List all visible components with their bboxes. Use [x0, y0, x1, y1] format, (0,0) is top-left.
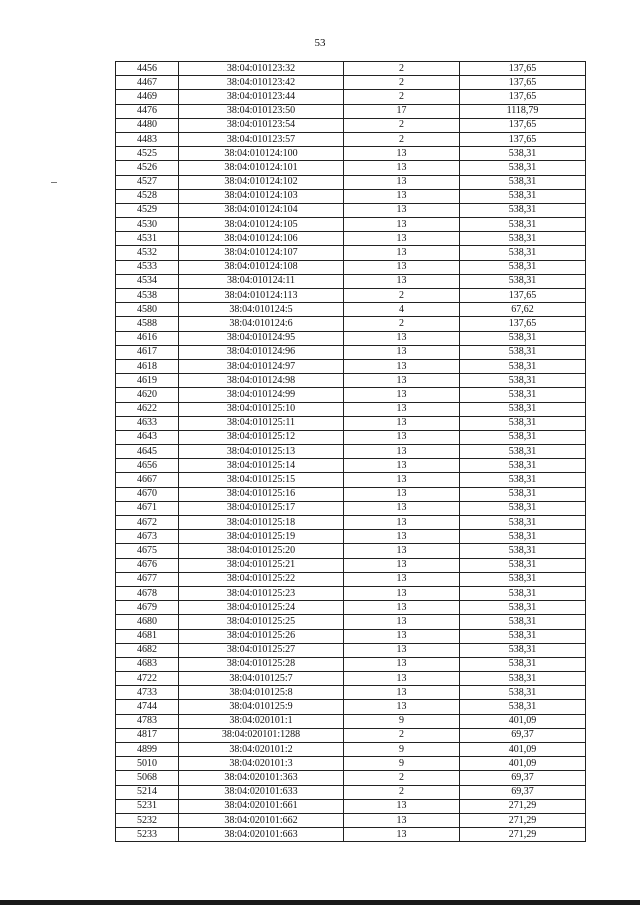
amount-cell: 137,65 — [460, 317, 586, 331]
count-cell: 13 — [344, 672, 460, 686]
count-cell: 13 — [344, 601, 460, 615]
count-cell: 2 — [344, 132, 460, 146]
table-row — [116, 345, 586, 359]
count-cell: 13 — [344, 657, 460, 671]
table-row — [116, 430, 586, 444]
table-row — [116, 76, 586, 90]
cadastral-number-cell: 38:04:010123:32 — [179, 62, 344, 76]
table-row — [116, 161, 586, 175]
record-number-cell: 4476 — [116, 104, 179, 118]
table-row — [116, 785, 586, 799]
amount-cell: 538,31 — [460, 516, 586, 530]
record-number-cell: 4673 — [116, 530, 179, 544]
count-cell: 13 — [344, 516, 460, 530]
cadastral-number-cell: 38:04:010125:23 — [179, 586, 344, 600]
cadastral-number-cell: 38:04:010124:97 — [179, 359, 344, 373]
amount-cell: 137,65 — [460, 62, 586, 76]
amount-cell: 538,31 — [460, 615, 586, 629]
table-row — [116, 331, 586, 345]
count-cell: 13 — [344, 260, 460, 274]
table-row — [116, 104, 586, 118]
amount-cell: 538,31 — [460, 586, 586, 600]
record-number-cell: 4617 — [116, 345, 179, 359]
count-cell: 2 — [344, 118, 460, 132]
count-cell: 13 — [344, 246, 460, 260]
record-number-cell: 5214 — [116, 785, 179, 799]
record-number-cell: 4672 — [116, 516, 179, 530]
table-row — [116, 289, 586, 303]
record-number-cell: 4670 — [116, 487, 179, 501]
cadastral-number-cell: 38:04:010125:9 — [179, 700, 344, 714]
count-cell: 13 — [344, 345, 460, 359]
count-cell: 13 — [344, 473, 460, 487]
record-number-cell: 4722 — [116, 672, 179, 686]
count-cell: 13 — [344, 572, 460, 586]
table-row — [116, 714, 586, 728]
record-number-cell: 4676 — [116, 558, 179, 572]
cadastral-number-cell: 38:04:010123:57 — [179, 132, 344, 146]
table-row — [116, 90, 586, 104]
amount-cell: 538,31 — [460, 445, 586, 459]
record-number-cell: 4533 — [116, 260, 179, 274]
page-number: 53 — [314, 37, 326, 49]
amount-cell: 69,37 — [460, 785, 586, 799]
count-cell: 13 — [344, 331, 460, 345]
record-number-cell: 4744 — [116, 700, 179, 714]
amount-cell: 538,31 — [460, 544, 586, 558]
amount-cell: 538,31 — [460, 218, 586, 232]
amount-cell: 538,31 — [460, 572, 586, 586]
amount-cell: 137,65 — [460, 132, 586, 146]
cadastral-number-cell: 38:04:010125:18 — [179, 516, 344, 530]
table-body — [116, 62, 586, 842]
table-row — [116, 530, 586, 544]
cadastral-number-cell: 38:04:010125:24 — [179, 601, 344, 615]
count-cell: 13 — [344, 558, 460, 572]
amount-cell: 401,09 — [460, 743, 586, 757]
record-number-cell: 4530 — [116, 218, 179, 232]
record-number-cell: 4588 — [116, 317, 179, 331]
record-number-cell: 4620 — [116, 388, 179, 402]
count-cell: 13 — [344, 828, 460, 842]
cadastral-number-cell: 38:04:020101:663 — [179, 828, 344, 842]
table-row — [116, 728, 586, 742]
cadastral-number-cell: 38:04:020101:661 — [179, 799, 344, 813]
record-number-cell: 4681 — [116, 629, 179, 643]
table-row — [116, 232, 586, 246]
record-number-cell: 5233 — [116, 828, 179, 842]
record-number-cell: 4667 — [116, 473, 179, 487]
count-cell: 2 — [344, 90, 460, 104]
count-cell: 9 — [344, 757, 460, 771]
amount-cell: 67,62 — [460, 303, 586, 317]
record-number-cell: 4469 — [116, 90, 179, 104]
count-cell: 13 — [344, 700, 460, 714]
cadastral-number-cell: 38:04:010125:26 — [179, 629, 344, 643]
table-row — [116, 246, 586, 260]
count-cell: 17 — [344, 104, 460, 118]
table-row — [116, 459, 586, 473]
amount-cell: 538,31 — [460, 473, 586, 487]
amount-cell: 538,31 — [460, 629, 586, 643]
amount-cell: 538,31 — [460, 459, 586, 473]
amount-cell: 137,65 — [460, 76, 586, 90]
count-cell: 13 — [344, 530, 460, 544]
cadastral-number-cell: 38:04:010124:103 — [179, 189, 344, 203]
table-row — [116, 828, 586, 842]
table-row — [116, 615, 586, 629]
amount-cell: 69,37 — [460, 728, 586, 742]
cadastral-number-cell: 38:04:010125:7 — [179, 672, 344, 686]
record-number-cell: 4677 — [116, 572, 179, 586]
table-row — [116, 473, 586, 487]
cadastral-number-cell: 38:04:010124:113 — [179, 289, 344, 303]
record-number-cell: 4899 — [116, 743, 179, 757]
table-row — [116, 757, 586, 771]
count-cell: 13 — [344, 629, 460, 643]
count-cell: 13 — [344, 615, 460, 629]
table-row — [116, 274, 586, 288]
record-number-cell: 5068 — [116, 771, 179, 785]
cadastral-number-cell: 38:04:010124:100 — [179, 147, 344, 161]
amount-cell: 538,31 — [460, 686, 586, 700]
cadastral-number-cell: 38:04:010124:5 — [179, 303, 344, 317]
record-number-cell: 4683 — [116, 657, 179, 671]
cadastral-number-cell: 38:04:010124:101 — [179, 161, 344, 175]
cadastral-number-cell: 38:04:020101:1288 — [179, 728, 344, 742]
record-number-cell: 4525 — [116, 147, 179, 161]
count-cell: 13 — [344, 416, 460, 430]
cadastral-number-cell: 38:04:010124:102 — [179, 175, 344, 189]
record-number-cell: 4682 — [116, 643, 179, 657]
amount-cell: 538,31 — [460, 203, 586, 217]
cadastral-number-cell: 38:04:010124:99 — [179, 388, 344, 402]
table-row — [116, 416, 586, 430]
count-cell: 13 — [344, 487, 460, 501]
table-row — [116, 586, 586, 600]
amount-cell: 538,31 — [460, 161, 586, 175]
record-number-cell: 4616 — [116, 331, 179, 345]
cadastral-number-cell: 38:04:010125:11 — [179, 416, 344, 430]
count-cell: 13 — [344, 544, 460, 558]
cadastral-number-cell: 38:04:020101:662 — [179, 813, 344, 827]
cadastral-number-cell: 38:04:010125:15 — [179, 473, 344, 487]
record-number-cell: 4675 — [116, 544, 179, 558]
table-row — [116, 657, 586, 671]
record-number-cell: 4733 — [116, 686, 179, 700]
cadastral-number-cell: 38:04:010125:27 — [179, 643, 344, 657]
record-number-cell: 4529 — [116, 203, 179, 217]
count-cell: 13 — [344, 686, 460, 700]
record-number-cell: 5232 — [116, 813, 179, 827]
table-row — [116, 516, 586, 530]
table-row — [116, 118, 586, 132]
amount-cell: 401,09 — [460, 714, 586, 728]
scan-margin-mark — [51, 182, 57, 183]
cadastral-number-cell: 38:04:010124:108 — [179, 260, 344, 274]
record-number-cell: 4483 — [116, 132, 179, 146]
count-cell: 2 — [344, 62, 460, 76]
cadastral-number-cell: 38:04:010125:8 — [179, 686, 344, 700]
amount-cell: 538,31 — [460, 147, 586, 161]
amount-cell: 538,31 — [460, 388, 586, 402]
cadastral-number-cell: 38:04:010124:96 — [179, 345, 344, 359]
record-number-cell: 4527 — [116, 175, 179, 189]
table-row — [116, 189, 586, 203]
record-number-cell: 4633 — [116, 416, 179, 430]
table-row — [116, 771, 586, 785]
table-row — [116, 402, 586, 416]
amount-cell: 137,65 — [460, 90, 586, 104]
table-row — [116, 743, 586, 757]
table-row — [116, 445, 586, 459]
table-row — [116, 799, 586, 813]
record-number-cell: 4817 — [116, 728, 179, 742]
table-row — [116, 686, 586, 700]
record-number-cell: 4531 — [116, 232, 179, 246]
table-row — [116, 572, 586, 586]
record-number-cell: 4622 — [116, 402, 179, 416]
record-number-cell: 4656 — [116, 459, 179, 473]
count-cell: 13 — [344, 147, 460, 161]
table-row — [116, 303, 586, 317]
count-cell: 2 — [344, 289, 460, 303]
cadastral-number-cell: 38:04:010124:105 — [179, 218, 344, 232]
count-cell: 13 — [344, 586, 460, 600]
amount-cell: 538,31 — [460, 359, 586, 373]
cadastral-number-cell: 38:04:010125:25 — [179, 615, 344, 629]
amount-cell: 538,31 — [460, 700, 586, 714]
amount-cell: 271,29 — [460, 828, 586, 842]
amount-cell: 1118,79 — [460, 104, 586, 118]
amount-cell: 401,09 — [460, 757, 586, 771]
cadastral-number-cell: 38:04:020101:633 — [179, 785, 344, 799]
cadastral-number-cell: 38:04:010124:106 — [179, 232, 344, 246]
cadastral-number-cell: 38:04:010123:44 — [179, 90, 344, 104]
table-row — [116, 700, 586, 714]
amount-cell: 538,31 — [460, 530, 586, 544]
amount-cell: 538,31 — [460, 175, 586, 189]
amount-cell: 538,31 — [460, 331, 586, 345]
amount-cell: 538,31 — [460, 374, 586, 388]
table-row — [116, 487, 586, 501]
table-row — [116, 629, 586, 643]
amount-cell: 538,31 — [460, 232, 586, 246]
table-row — [116, 359, 586, 373]
cadastral-number-cell: 38:04:010123:54 — [179, 118, 344, 132]
count-cell: 2 — [344, 771, 460, 785]
record-number-cell: 4528 — [116, 189, 179, 203]
amount-cell: 538,31 — [460, 672, 586, 686]
cadastral-number-cell: 38:04:010125:10 — [179, 402, 344, 416]
cadastral-number-cell: 38:04:010125:17 — [179, 501, 344, 515]
amount-cell: 538,31 — [460, 416, 586, 430]
table-row — [116, 374, 586, 388]
cadastral-number-cell: 38:04:010125:19 — [179, 530, 344, 544]
table-row — [116, 260, 586, 274]
table-row — [116, 132, 586, 146]
table-row — [116, 62, 586, 76]
count-cell: 13 — [344, 175, 460, 189]
record-number-cell: 4538 — [116, 289, 179, 303]
cadastral-number-cell: 38:04:020101:1 — [179, 714, 344, 728]
cadastral-number-cell: 38:04:010125:28 — [179, 657, 344, 671]
amount-cell: 538,31 — [460, 643, 586, 657]
cadastral-number-cell: 38:04:010124:107 — [179, 246, 344, 260]
count-cell: 9 — [344, 743, 460, 757]
table-row — [116, 544, 586, 558]
cadastral-number-cell: 38:04:010125:16 — [179, 487, 344, 501]
cadastral-number-cell: 38:04:020101:363 — [179, 771, 344, 785]
count-cell: 2 — [344, 728, 460, 742]
table-row — [116, 175, 586, 189]
cadastral-number-cell: 38:04:020101:2 — [179, 743, 344, 757]
count-cell: 13 — [344, 374, 460, 388]
table-row — [116, 601, 586, 615]
amount-cell: 538,31 — [460, 189, 586, 203]
record-number-cell: 4467 — [116, 76, 179, 90]
amount-cell: 538,31 — [460, 558, 586, 572]
cadastral-number-cell: 38:04:010125:21 — [179, 558, 344, 572]
cadastral-number-cell: 38:04:010125:22 — [179, 572, 344, 586]
count-cell: 9 — [344, 714, 460, 728]
cadastral-number-cell: 38:04:010125:12 — [179, 430, 344, 444]
record-number-cell: 5010 — [116, 757, 179, 771]
record-number-cell: 4456 — [116, 62, 179, 76]
amount-cell: 538,31 — [460, 345, 586, 359]
count-cell: 13 — [344, 799, 460, 813]
table-row — [116, 643, 586, 657]
table-row — [116, 147, 586, 161]
count-cell: 13 — [344, 359, 460, 373]
cadastral-number-cell: 38:04:010123:50 — [179, 104, 344, 118]
amount-cell: 538,31 — [460, 657, 586, 671]
record-number-cell: 4679 — [116, 601, 179, 615]
cadastral-number-cell: 38:04:010125:20 — [179, 544, 344, 558]
table-row — [116, 388, 586, 402]
record-number-cell: 4480 — [116, 118, 179, 132]
cadastral-number-cell: 38:04:020101:3 — [179, 757, 344, 771]
count-cell: 13 — [344, 430, 460, 444]
table-row — [116, 813, 586, 827]
record-number-cell: 4580 — [116, 303, 179, 317]
cadastral-number-cell: 38:04:010124:11 — [179, 274, 344, 288]
count-cell: 13 — [344, 459, 460, 473]
record-number-cell: 4532 — [116, 246, 179, 260]
scan-bottom-edge — [0, 900, 640, 905]
record-number-cell: 4619 — [116, 374, 179, 388]
record-number-cell: 4645 — [116, 445, 179, 459]
amount-cell: 538,31 — [460, 402, 586, 416]
table-row — [116, 203, 586, 217]
land-plots-table — [115, 61, 586, 842]
count-cell: 2 — [344, 317, 460, 331]
count-cell: 13 — [344, 501, 460, 515]
cadastral-number-cell: 38:04:010125:14 — [179, 459, 344, 473]
record-number-cell: 4678 — [116, 586, 179, 600]
record-number-cell: 4671 — [116, 501, 179, 515]
cadastral-number-cell: 38:04:010124:104 — [179, 203, 344, 217]
record-number-cell: 4534 — [116, 274, 179, 288]
count-cell: 13 — [344, 813, 460, 827]
record-number-cell: 4680 — [116, 615, 179, 629]
count-cell: 4 — [344, 303, 460, 317]
amount-cell: 271,29 — [460, 813, 586, 827]
amount-cell: 137,65 — [460, 118, 586, 132]
record-number-cell: 4618 — [116, 359, 179, 373]
amount-cell: 538,31 — [460, 430, 586, 444]
amount-cell: 538,31 — [460, 260, 586, 274]
amount-cell: 538,31 — [460, 487, 586, 501]
amount-cell: 271,29 — [460, 799, 586, 813]
table-row — [116, 317, 586, 331]
count-cell: 13 — [344, 161, 460, 175]
record-number-cell: 5231 — [116, 799, 179, 813]
table-row — [116, 218, 586, 232]
table-row — [116, 558, 586, 572]
record-number-cell: 4783 — [116, 714, 179, 728]
count-cell: 13 — [344, 388, 460, 402]
count-cell: 13 — [344, 402, 460, 416]
record-number-cell: 4643 — [116, 430, 179, 444]
cadastral-number-cell: 38:04:010124:98 — [179, 374, 344, 388]
amount-cell: 69,37 — [460, 771, 586, 785]
cadastral-number-cell: 38:04:010125:13 — [179, 445, 344, 459]
amount-cell: 538,31 — [460, 501, 586, 515]
table-row — [116, 672, 586, 686]
count-cell: 13 — [344, 189, 460, 203]
count-cell: 2 — [344, 785, 460, 799]
cadastral-number-cell: 38:04:010123:42 — [179, 76, 344, 90]
amount-cell: 538,31 — [460, 274, 586, 288]
count-cell: 13 — [344, 218, 460, 232]
table-row — [116, 501, 586, 515]
count-cell: 13 — [344, 274, 460, 288]
record-number-cell: 4526 — [116, 161, 179, 175]
count-cell: 13 — [344, 232, 460, 246]
amount-cell: 538,31 — [460, 246, 586, 260]
cadastral-number-cell: 38:04:010124:95 — [179, 331, 344, 345]
count-cell: 13 — [344, 643, 460, 657]
amount-cell: 538,31 — [460, 601, 586, 615]
count-cell: 2 — [344, 76, 460, 90]
cadastral-number-cell: 38:04:010124:6 — [179, 317, 344, 331]
amount-cell: 137,65 — [460, 289, 586, 303]
count-cell: 13 — [344, 203, 460, 217]
count-cell: 13 — [344, 445, 460, 459]
